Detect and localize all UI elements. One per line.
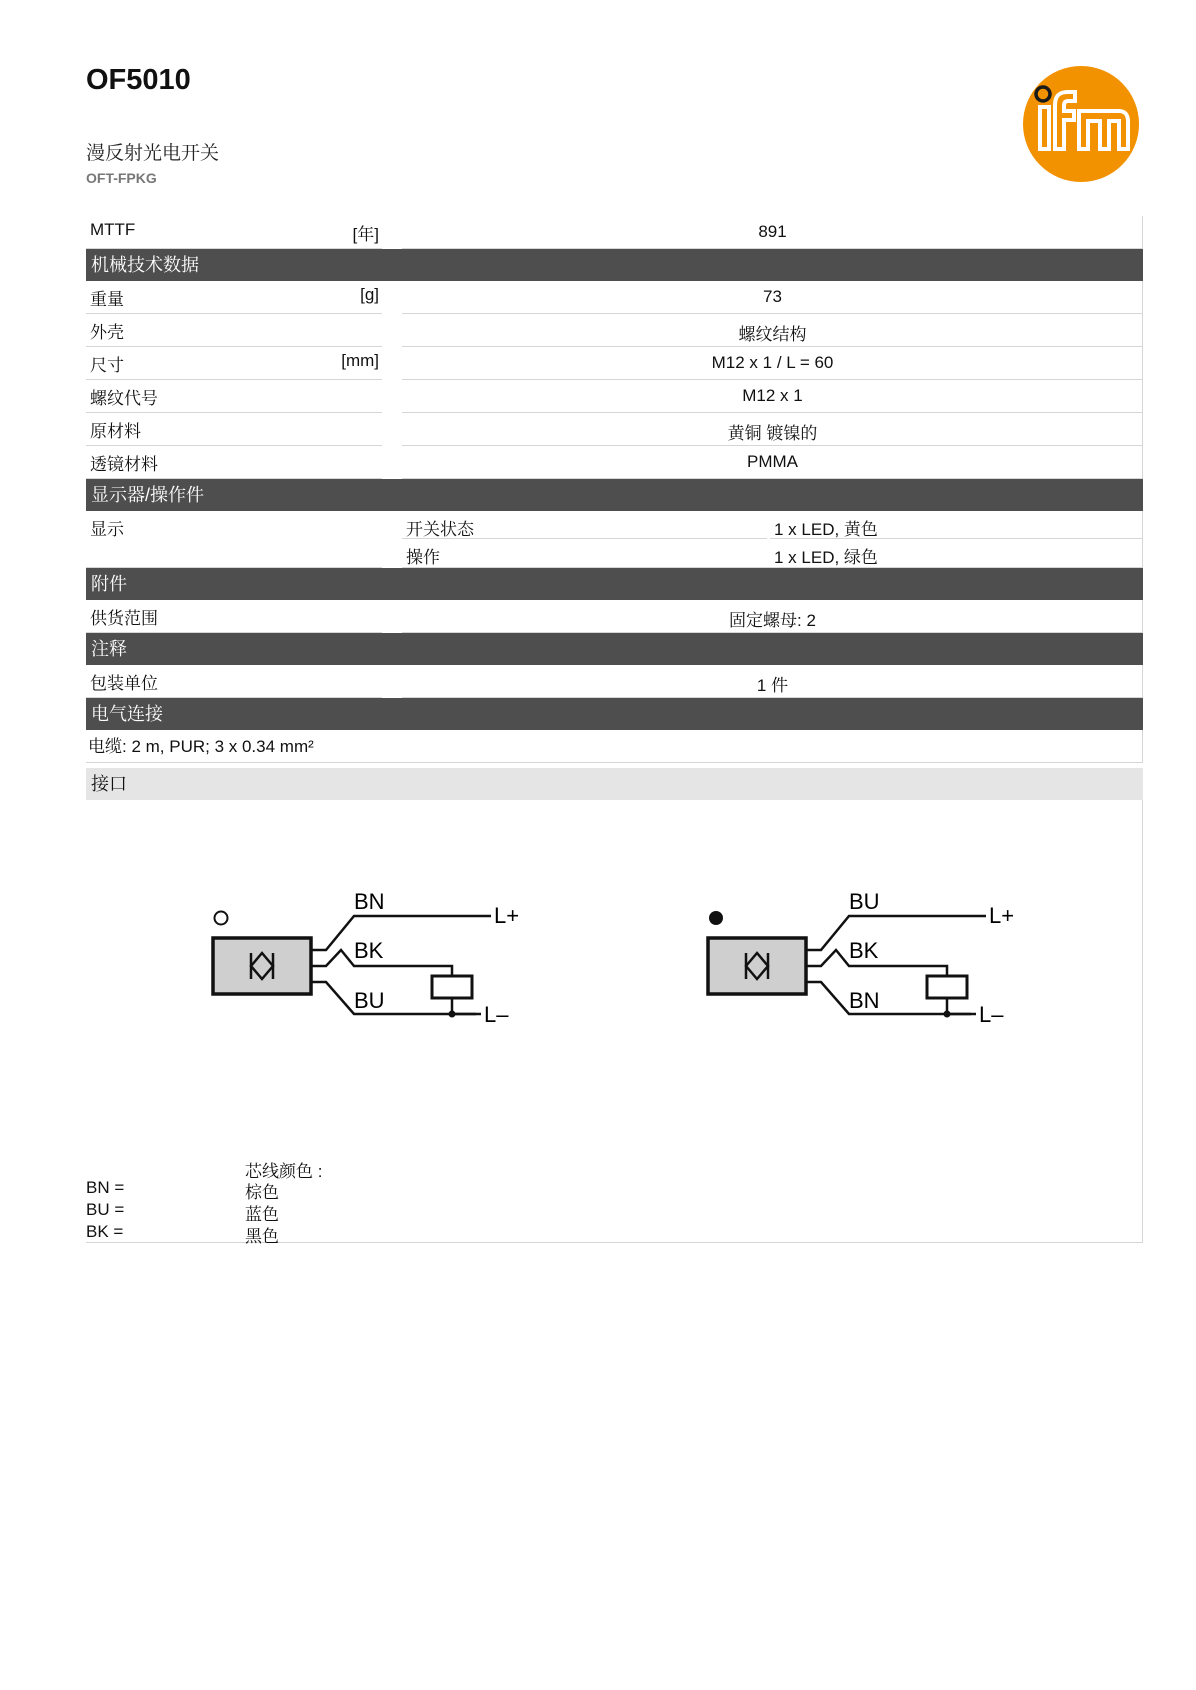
right-mid-wire-label: BK (849, 938, 879, 963)
switching-state-row (402, 511, 1143, 539)
section-notes: 注释 (86, 633, 1143, 665)
section-mechanical: 机械技术数据 (86, 249, 1143, 281)
housing-row (86, 314, 1143, 347)
product-code: OFT-FPKG (86, 170, 157, 186)
weight-value: 73 (763, 287, 782, 306)
right-bot-wire-label: BN (849, 988, 880, 1013)
mttf-label: MTTF (90, 220, 136, 239)
sensor-body (708, 938, 806, 994)
housing-label: 外壳 (90, 323, 124, 342)
section-interface: 接口 (86, 768, 1143, 800)
legend-code-bk: BK = (86, 1222, 124, 1241)
wiring-diagram-right (708, 911, 986, 1018)
pnp-open-circle-icon (215, 912, 228, 925)
left-plus-label: L+ (494, 903, 520, 928)
wiring-diagram-left (213, 912, 491, 1018)
mttf-value: 891 (758, 222, 787, 241)
mttf-row (86, 216, 1143, 249)
product-description: 漫反射光电开关 (86, 143, 220, 164)
left-bot-wire-label: BU (354, 988, 385, 1013)
material-label: 原材料 (90, 422, 141, 441)
scope-of-delivery-value: 固定螺母: 2 (729, 611, 816, 630)
mttf-unit: [年] (352, 225, 379, 244)
legend-code-bu: BU = (86, 1200, 125, 1219)
weight-unit: [g] (360, 285, 379, 304)
dimensions-unit: [mm] (341, 351, 379, 370)
display-label: 显示 (90, 520, 124, 539)
left-mid-wire-label: BK (354, 938, 384, 963)
cable-spec: 电缆: 2 m, PUR; 3 x 0.34 mm² (86, 730, 1143, 763)
legend-colour-bu: 蓝色 (245, 1205, 279, 1224)
legend-code-bn: BN = (86, 1178, 125, 1197)
scope-of-delivery-row (86, 600, 1143, 633)
section-display: 显示器/操作件 (86, 479, 1143, 511)
npn-filled-circle-icon (709, 911, 723, 925)
scope-of-delivery-label: 供货范围 (90, 609, 158, 628)
operation-row (402, 539, 1143, 566)
data-sheet (86, 216, 1143, 1246)
section-electrical: 电气连接 (86, 698, 1143, 730)
left-top-wire-label: BN (354, 889, 385, 914)
lens-label: 透镜材料 (90, 455, 158, 474)
housing-value: 螺纹结构 (738, 325, 807, 344)
interface-panel (86, 800, 1143, 1246)
right-plus-label: L+ (989, 903, 1015, 928)
sensor-body (213, 938, 311, 994)
left-minus-label: L– (484, 1002, 509, 1027)
dimensions-row (86, 347, 1143, 380)
operation-value: 1 x LED, 绿色 (774, 548, 878, 567)
weight-row (86, 281, 1143, 314)
operation-label: 操作 (406, 548, 440, 567)
dimensions-label: 尺寸 (90, 356, 124, 375)
material-row (86, 413, 1143, 446)
section-accessories: 附件 (86, 568, 1143, 600)
legend-colour-bn: 棕色 (245, 1183, 279, 1202)
dimensions-value: M12 x 1 / L = 60 (711, 353, 834, 372)
display-row (86, 511, 1143, 568)
lens-row (86, 446, 1143, 479)
right-top-wire-label: BU (849, 889, 880, 914)
weight-label: 重量 (90, 290, 124, 309)
right-minus-label: L– (979, 1002, 1004, 1027)
thread-label: 螺纹代号 (90, 389, 158, 408)
ifm-logo (1022, 65, 1140, 183)
thread-value: M12 x 1 (742, 386, 803, 405)
packaging-label: 包装单位 (90, 674, 158, 693)
switching-state-value: 1 x LED, 黄色 (774, 520, 878, 539)
wire-colour-legend-title: 芯线颜色 : (245, 1162, 323, 1181)
material-value: 黄铜 镀镍的 (727, 424, 818, 443)
switching-state-label: 开关状态 (406, 520, 474, 539)
packaging-value: 1 件 (756, 676, 789, 695)
packaging-row (86, 665, 1143, 698)
legend-colour-bk: 黑色 (245, 1227, 279, 1246)
thread-row (86, 380, 1143, 413)
product-title: OF5010 (86, 64, 191, 96)
lens-value: PMMA (747, 452, 798, 471)
